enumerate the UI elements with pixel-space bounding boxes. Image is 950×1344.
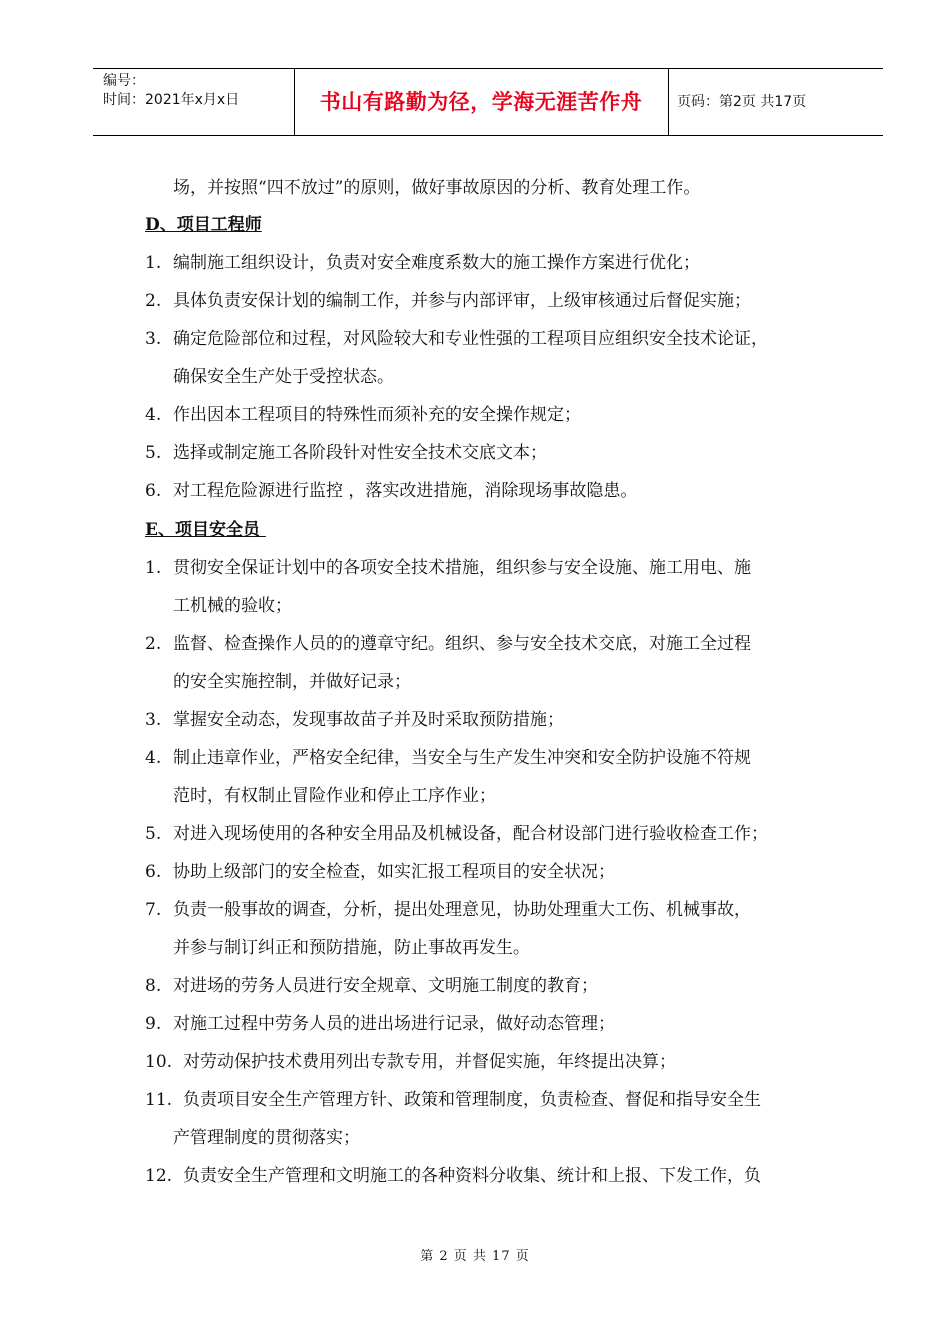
list-item-text: 编制施工组织设计，负责对安全难度系数大的施工操作方案进行优化； <box>173 253 700 273</box>
list-item-number: 12. <box>145 1166 173 1186</box>
document-time-label: 时间：2021年x月x日 <box>103 92 240 108</box>
list-item-text: 确定危险部位和过程，对风险较大和专业性强的工程项目应组织安全技术论证， <box>173 329 768 349</box>
section-e-heading: E、项目安全员 <box>145 520 266 540</box>
list-item-number: 7. <box>145 900 162 920</box>
list-item-number: 10. <box>145 1052 173 1072</box>
list-item-number: 5. <box>145 443 162 463</box>
continuation-text: 场，并按照“四不放过”的原则，做好事故原因的分析、教育处理工作。 <box>173 178 701 198</box>
list-item-text: 工机械的验收； <box>173 596 292 616</box>
list-item-text: 负责一般事故的调查，分析，提出处理意见，协助处理重大工伤、机械事故， <box>173 900 751 920</box>
list-item-text: 对进场的劳务人员进行安全规章、文明施工制度的教育； <box>173 976 598 996</box>
list-item-text: 并参与制订纠正和预防措施，防止事故再发生。 <box>173 938 530 958</box>
document-number-label: 编号： <box>103 73 145 89</box>
page-footer: 第 2 页 共 17 页 <box>420 1249 530 1264</box>
list-item-number: 1. <box>145 253 162 273</box>
list-item-text: 对进入现场使用的各种安全用品及机械设备，配合材设部门进行验收检查工作； <box>173 824 768 844</box>
list-item-number: 6. <box>145 481 162 501</box>
list-item-text: 选择或制定施工各阶段针对性安全技术交底文本； <box>173 443 547 463</box>
list-item-text: 对施工过程中劳务人员的进出场进行记录，做好动态管理； <box>173 1014 615 1034</box>
list-item-number: 3. <box>145 329 162 349</box>
list-item-number: 2. <box>145 291 162 311</box>
list-item-number: 8. <box>145 976 162 996</box>
header-page-label: 页码：第2页 共17页 <box>677 94 807 110</box>
header-meta <box>103 72 293 110</box>
list-item-text: 具体负责安保计划的编制工作，并参与内部评审，上级审核通过后督促实施； <box>173 291 751 311</box>
list-item-text: 的安全实施控制，并做好记录； <box>173 672 411 692</box>
list-item-text: 掌握安全动态，发现事故苗子并及时采取预防措施； <box>173 710 564 730</box>
list-item-text: 范时，有权制止冒险作业和停止工序作业； <box>173 786 496 806</box>
list-item-number: 11. <box>145 1090 173 1110</box>
list-item-number: 4. <box>145 405 162 425</box>
list-item-number: 3. <box>145 710 162 730</box>
list-item-number: 5. <box>145 824 162 844</box>
list-item-text: 确保安全生产处于受控状态。 <box>173 367 394 387</box>
section-d-heading: D、项目工程师 <box>145 215 262 235</box>
list-item-number: 2. <box>145 634 162 654</box>
header-motto: 书山有路勤为径，学海无涯苦作舟 <box>319 90 643 114</box>
list-item-text: 产管理制度的贯彻落实； <box>173 1128 360 1148</box>
header-divider-right <box>668 69 669 135</box>
list-item-text: 制止违章作业，严格安全纪律，当安全与生产发生冲突和安全防护设施不符规 <box>173 748 751 768</box>
list-item-text: 负责安全生产管理和文明施工的各种资料分收集、统计和上报、下发工作，负 <box>183 1166 761 1186</box>
list-item-text: 贯彻安全保证计划中的各项安全技术措施，组织参与安全设施、施工用电、施 <box>173 558 751 578</box>
list-item-text: 协助上级部门的安全检查，如实汇报工程项目的安全状况； <box>173 862 615 882</box>
list-item-number: 9. <box>145 1014 162 1034</box>
list-item-text: 监督、检查操作人员的的遵章守纪。组织、参与安全技术交底，对施工全过程 <box>173 634 751 654</box>
list-item-number: 6. <box>145 862 162 882</box>
page-header <box>93 68 883 136</box>
list-item-number: 4. <box>145 748 162 768</box>
list-item-text: 负责项目安全生产管理方针、政策和管理制度，负责检查、督促和指导安全生 <box>183 1090 761 1110</box>
list-item-text: 对工程危险源进行监控 ，落实改进措施，消除现场事故隐患。 <box>173 481 638 501</box>
list-item-text: 对劳动保护技术费用列出专款专用，并督促实施，年终提出决算； <box>183 1052 676 1072</box>
list-item-number: 1. <box>145 558 162 578</box>
list-item-text: 作出因本工程项目的特殊性而须补充的安全操作规定； <box>173 405 581 425</box>
